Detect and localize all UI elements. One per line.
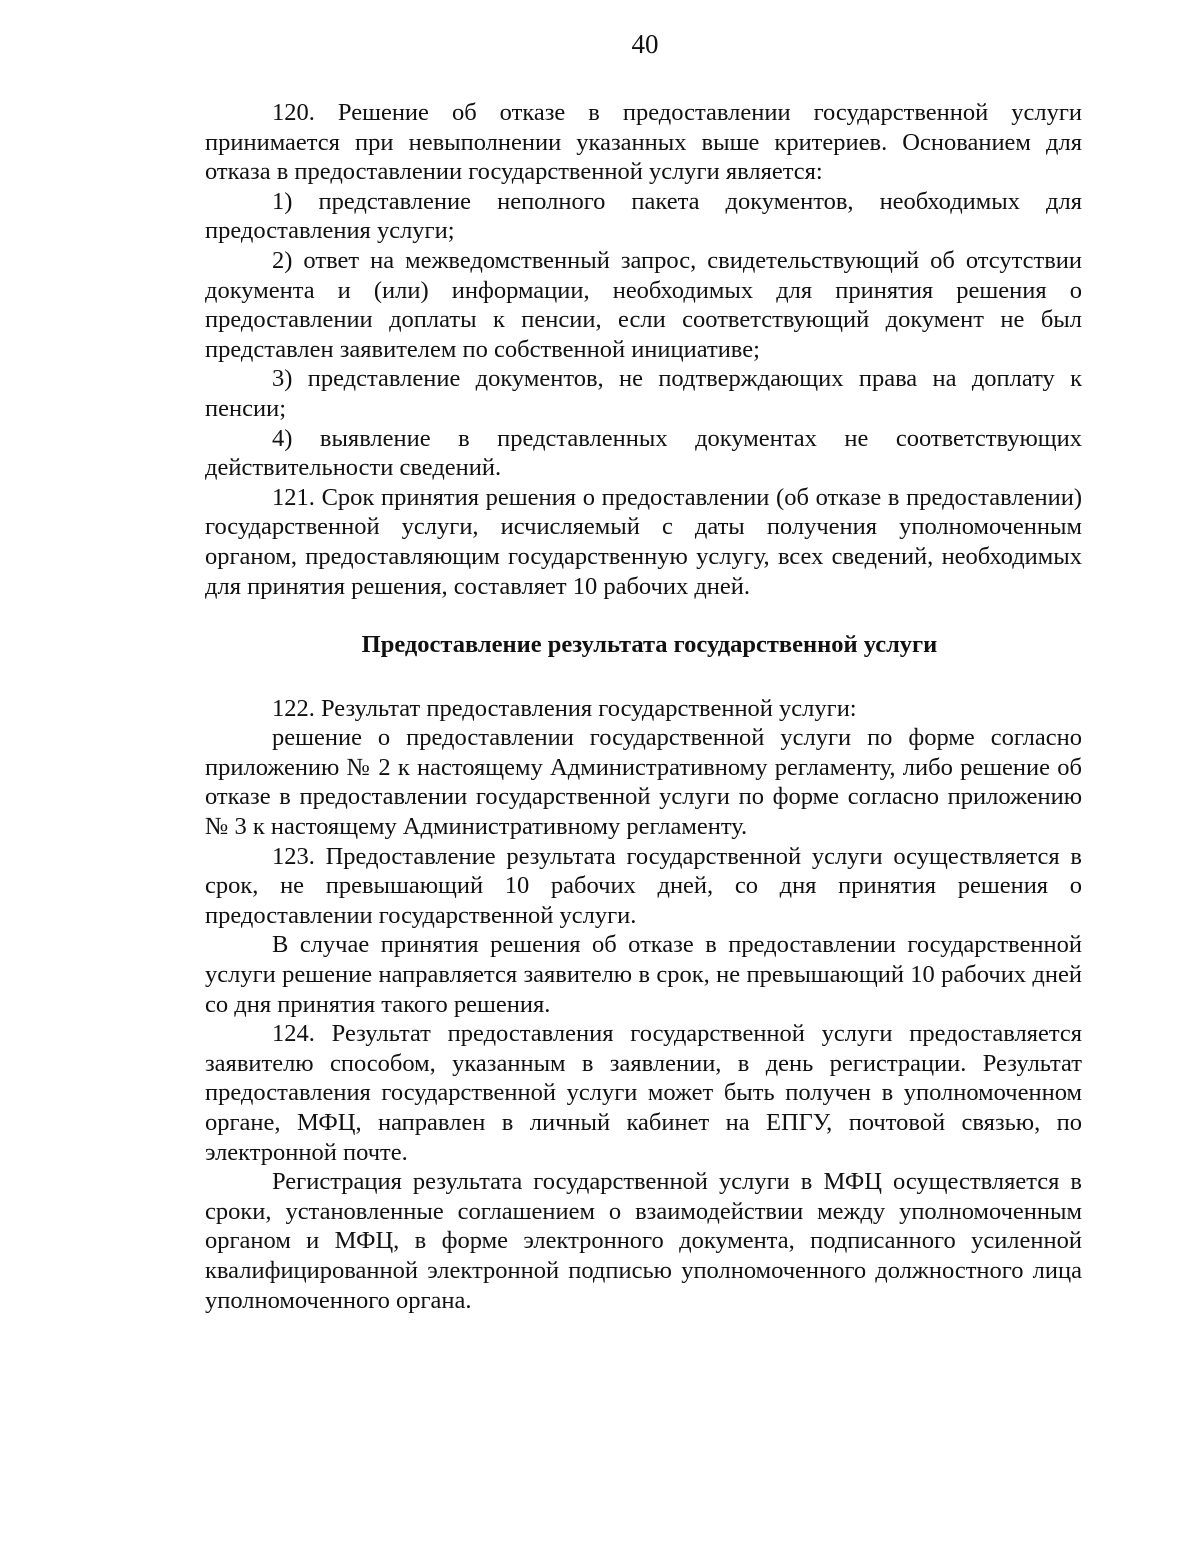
- paragraph-124: 124. Результат предоставления государственной услуги предоставляется заявителю способом, указанным в заявлении, в день регистрации. Результат предоставления государственной услуги может быть получен в уполномоченном органе, МФЦ, направлен в личный кабинет на ЕПГУ, почтовой связью, по электронной почте.: [205, 1020, 1082, 1166]
- document-body: [205, 98, 1082, 1315]
- paragraph-122: 122. Результат предоставления государственной услуги:: [272, 694, 857, 722]
- paragraph-120: 120. Решение об отказе в предоставлении государственной услуги принимается при невыполнении указанных выше критериев. Основанием для отказа в предоставлении государственной услуги является:: [205, 99, 1082, 186]
- paragraph-120-item-2: 2) ответ на межведомственный запрос, свидетельствующий об отсутствии документа и (или) информации, необходимых для принятия решения о предоставлении доплаты к пенсии, если соответствующий документ не был представлен заявителем по собственной инициативе;: [205, 246, 1082, 363]
- paragraph-122-result: решение о предоставлении государственной услуги по форме согласно приложению № 2 к настоящему Административному регламенту, либо решение об отказе в предоставлении государственной услуги по форме согласно приложению № 3 к настоящему Административному регламенту.: [205, 724, 1082, 841]
- paragraph-120-item-3: 3) представление документов, не подтверждающих права на доплату к пенсии;: [205, 365, 1082, 422]
- paragraph-123-refusal: В случае принятия решения об отказе в предоставлении государственной услуги решение направляется заявителю в срок, не превышающий 10 рабочих дней со дня принятия такого решения.: [205, 931, 1082, 1018]
- page-number: 40: [631, 29, 659, 59]
- paragraph-120-item-1: 1) представление неполного пакета документов, необходимых для предоставления услуги;: [205, 187, 1082, 245]
- paragraph-120-item-4: 4) выявление в представленных документах не соответствующих действительности сведений.: [205, 424, 1082, 482]
- section-heading: Предоставление результата государственной услуги: [361, 631, 938, 659]
- paragraph-124-registration: Регистрация результата государственной услуги в МФЦ осуществляется в сроки, установленные соглашением о взаимодействии между уполномоченным органом и МФЦ, в форме электронного документа, подписанного усиленной квалифицированной электронной подписью уполномоченного должностного лица уполномоченного органа.: [205, 1168, 1082, 1314]
- paragraph-123: 123. Предоставление результата государственной услуги осуществляется в срок, не превышающий 10 рабочих дней, со дня принятия решения о предоставлении государственной услуги.: [205, 842, 1082, 929]
- paragraph-121: 121. Срок принятия решения о предоставлении (об отказе в предоставлении) государственной услуги, исчисляемый с даты получения уполномоченным органом, предоставляющим государственную услугу, всех сведений, необходимых для принятия решения, составляет 10 рабочих дней.: [205, 483, 1082, 600]
